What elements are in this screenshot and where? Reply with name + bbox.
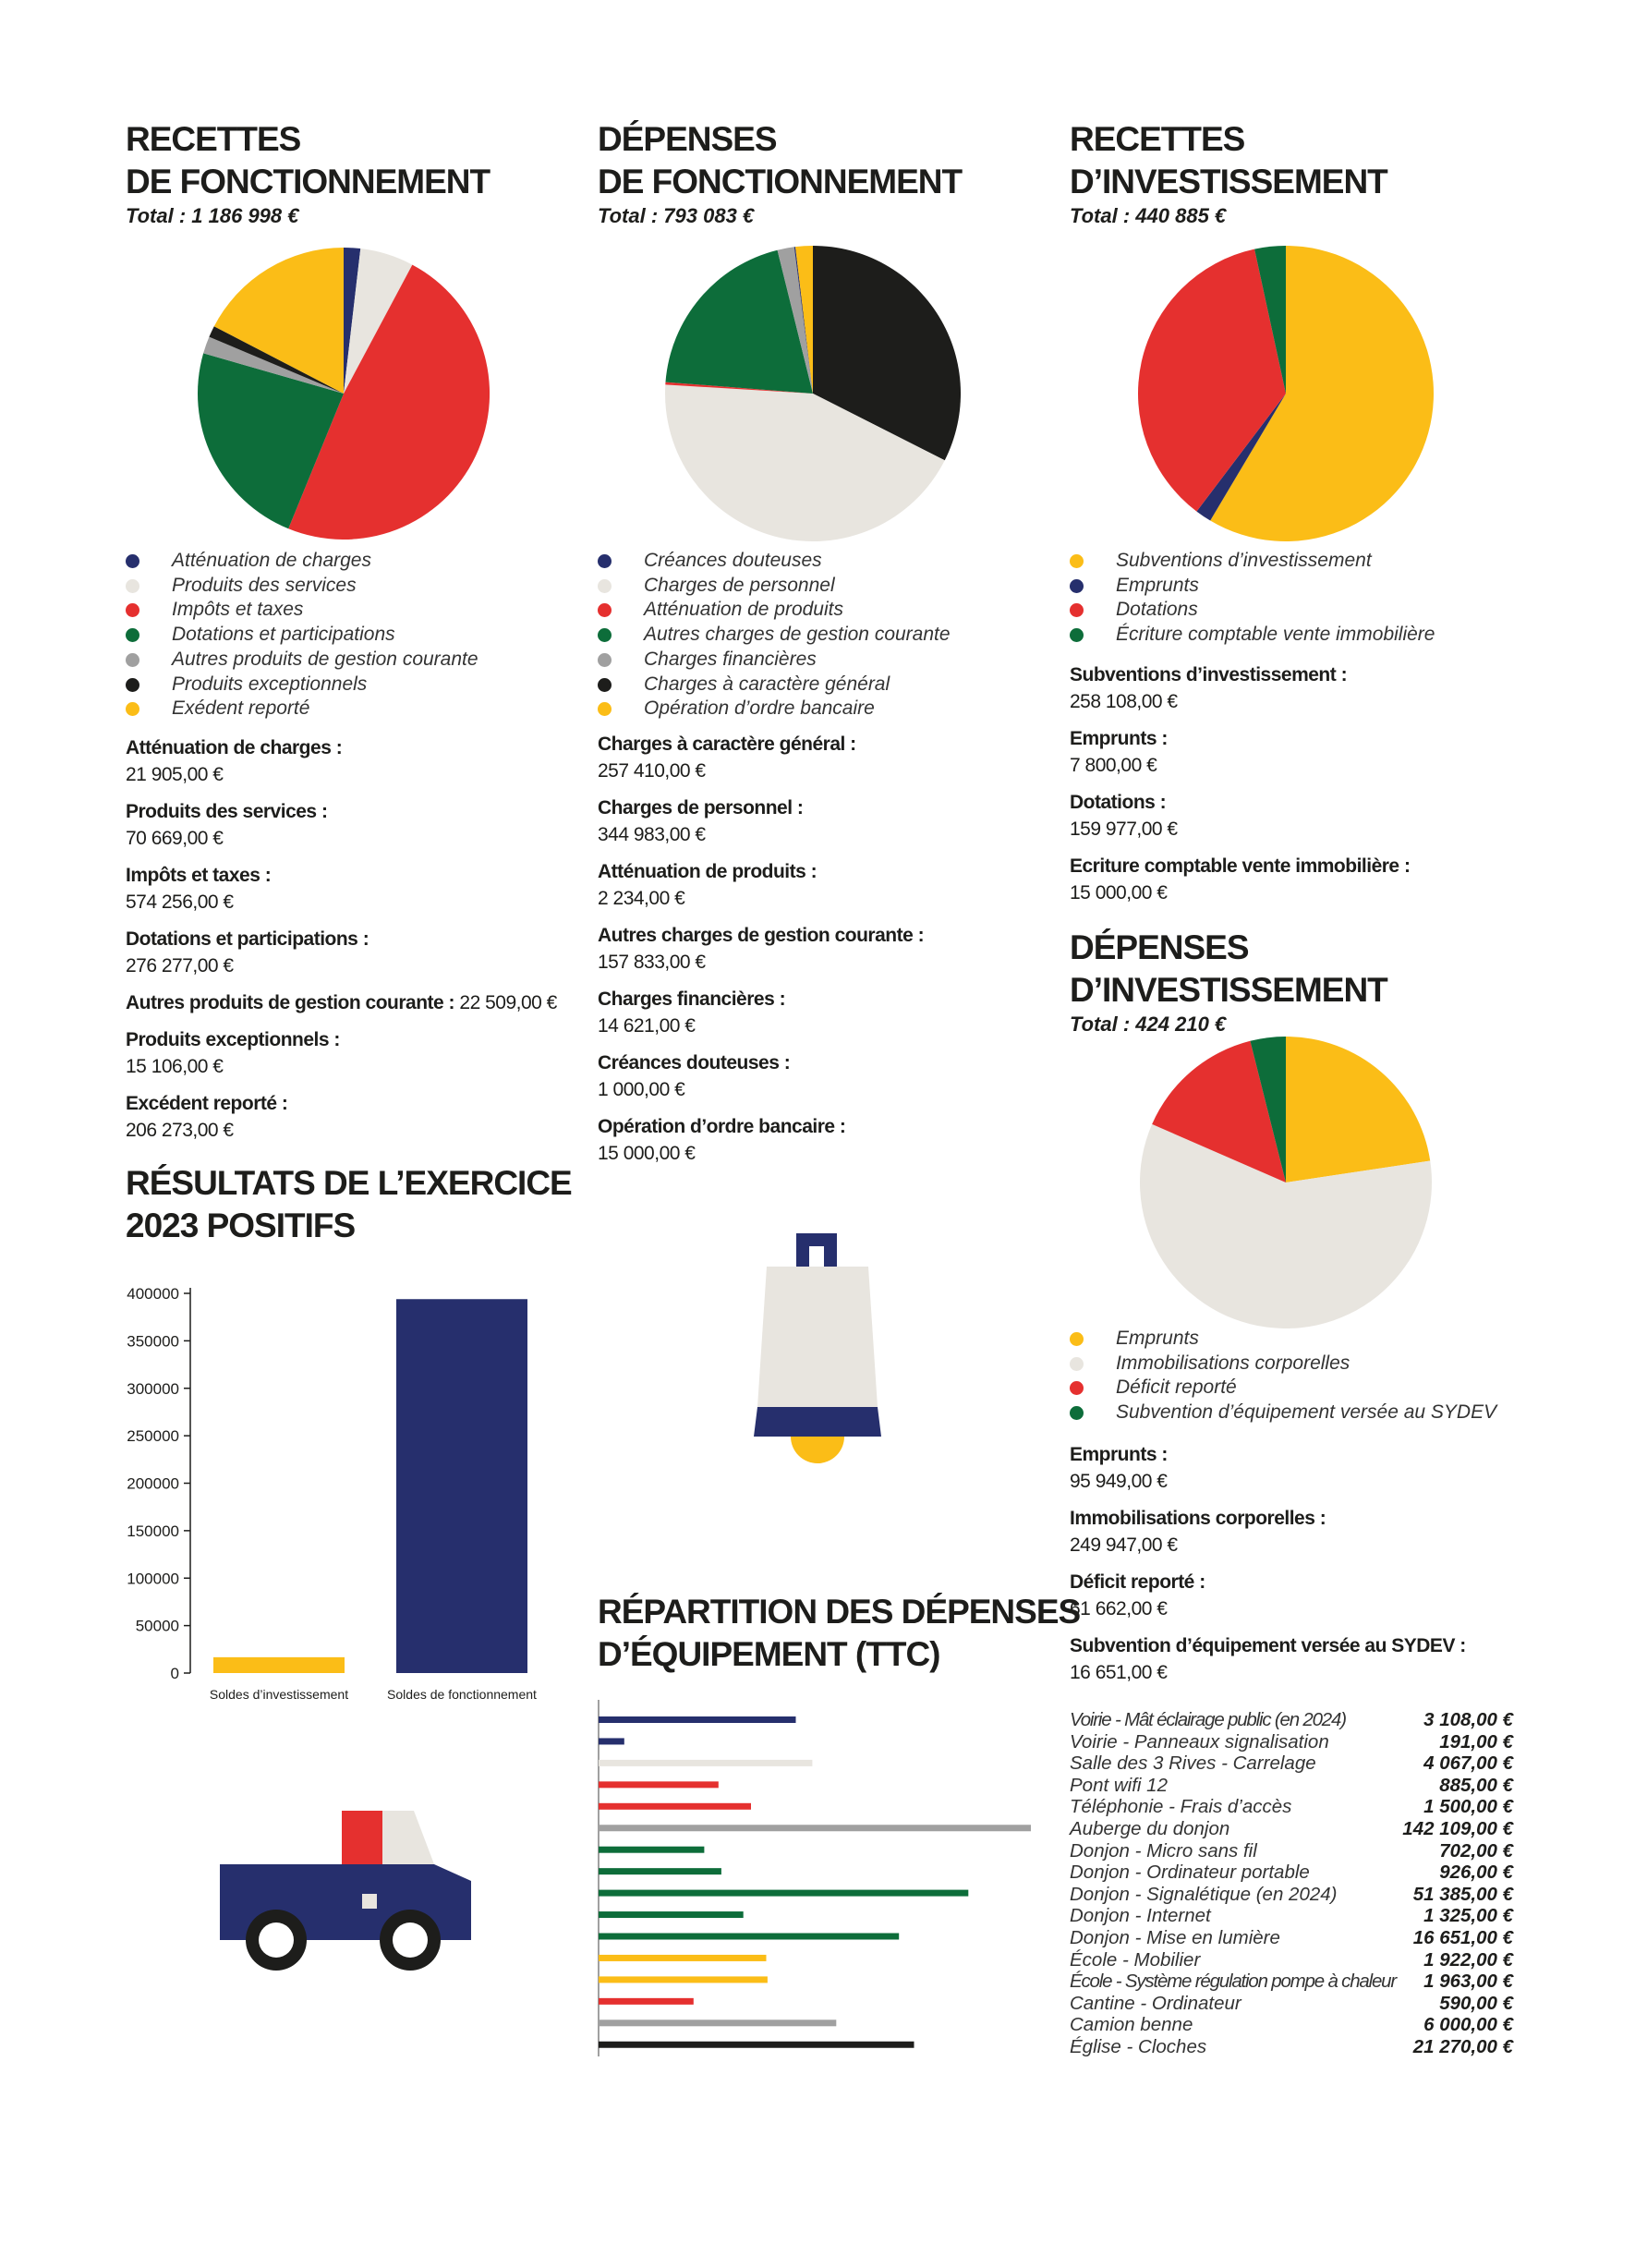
table-row <box>1070 1796 1513 1818</box>
table-row <box>1070 1971 1513 1993</box>
legend-dot-icon <box>126 579 139 593</box>
bell-rim <box>754 1407 881 1437</box>
table-row <box>1070 1862 1513 1884</box>
legend-dot-icon <box>126 678 139 692</box>
legend-label: Opération d’ordre bancaire <box>644 697 875 720</box>
legend-item <box>1070 598 1435 623</box>
legend-dot-icon <box>1070 1332 1084 1346</box>
legend-dot-icon <box>126 603 139 617</box>
item-amount: 926,00 € <box>1439 1862 1513 1884</box>
table-row <box>1070 1884 1513 1906</box>
table-row <box>1070 2014 1513 2036</box>
item-label: Église - Cloches <box>1070 2035 1207 2057</box>
legend-dot-icon <box>1070 628 1084 642</box>
section-title <box>1070 118 1387 203</box>
item-amount: 16 651,00 € <box>1412 1926 1513 1948</box>
legend-label: Subvention d’équipement versée au SYDEV <box>1116 1401 1497 1424</box>
legend-label: Exédent reporté <box>172 697 310 720</box>
legend-label: Immobilisations corporelles <box>1116 1352 1350 1374</box>
bar <box>213 1657 345 1673</box>
value-amount: 15 000,00 € <box>1070 882 1168 904</box>
title-line-1: DÉPENSES <box>1070 928 1249 966</box>
total-label: Total : 440 885 € <box>1070 204 1227 227</box>
bar <box>599 2042 914 2048</box>
item-label: Salle des 3 Rives - Carrelage <box>1070 1753 1316 1775</box>
table-row <box>1070 1753 1513 1775</box>
title-line-2: D’ÉQUIPEMENT (TTC) <box>598 1635 940 1673</box>
table-row <box>1070 1818 1513 1840</box>
item-label: Donjon - Internet <box>1070 1905 1211 1927</box>
legend-item <box>1070 1376 1496 1401</box>
value-amount: 1 000,00 € <box>598 1079 685 1100</box>
legend-item <box>1070 1352 1496 1377</box>
legend-label: Autres charges de gestion courante <box>644 624 951 646</box>
value-label: Atténuation de charges : <box>126 737 343 758</box>
legend-label: Atténuation de charges <box>172 550 371 571</box>
item-amount: 142 109,00 € <box>1402 1817 1513 1839</box>
value-label: Charges de personnel : <box>598 797 804 819</box>
table-row <box>1070 1709 1513 1731</box>
item-label: Donjon - Ordinateur portable <box>1070 1862 1310 1884</box>
repartition-section <box>598 1591 1080 1676</box>
title-line-1: RECETTES <box>126 120 301 158</box>
y-tick-label: 250000 <box>127 1427 179 1446</box>
legend-label: Produits exceptionnels <box>172 673 368 695</box>
legend-item <box>598 697 951 722</box>
legend-item <box>598 648 951 673</box>
truck-wheel-front-hub <box>259 1922 294 1958</box>
bar <box>599 1738 624 1744</box>
item-label: Cantine - Ordinateur <box>1070 1992 1241 2014</box>
value-item <box>126 989 557 1016</box>
bar <box>599 2019 836 2026</box>
title-line-1: RECETTES <box>1070 120 1245 158</box>
equipment-expenses-table <box>1070 1709 1513 2058</box>
section-title <box>1070 927 1387 1012</box>
item-amount: 1 325,00 € <box>1423 1905 1513 1927</box>
legend-dot-icon <box>598 579 612 593</box>
depenses-investissement-section <box>1070 927 1387 1037</box>
bell-body <box>757 1267 878 1407</box>
legend-item <box>1070 549 1435 574</box>
recettes-investissement-section <box>1070 118 1387 229</box>
value-label: Emprunts : <box>1070 1444 1168 1465</box>
truck-illustration <box>212 1801 480 1977</box>
table-row <box>1070 1840 1513 1862</box>
value-label: Dotations : <box>1070 792 1167 813</box>
title-line-1: RÉSULTATS DE L’EXERCICE <box>126 1164 572 1202</box>
bar <box>599 1825 1031 1831</box>
item-amount: 1 963,00 € <box>1423 1971 1513 1993</box>
legend-label: Charges de personnel <box>644 574 835 596</box>
depenses-fonctionnement-section <box>598 118 962 229</box>
value-label: Subvention d’équipement versée au SYDEV : <box>1070 1635 1466 1656</box>
legend <box>126 549 478 722</box>
legend-dot-icon <box>126 628 139 642</box>
item-amount: 191,00 € <box>1439 1730 1513 1753</box>
value-amount: 2 234,00 € <box>598 888 685 909</box>
legend-label: Produits des services <box>172 574 357 596</box>
item-amount: 590,00 € <box>1439 1992 1513 2014</box>
item-amount: 1 922,00 € <box>1423 1948 1513 1971</box>
values-list <box>1070 1441 1466 1696</box>
item-amount: 4 067,00 € <box>1423 1753 1513 1775</box>
legend <box>1070 549 1435 648</box>
title-line-1: RÉPARTITION DES DÉPENSES <box>598 1593 1081 1631</box>
item-amount: 6 000,00 € <box>1423 2014 1513 2036</box>
item-label: Voirie - Panneaux signalisation <box>1070 1730 1329 1753</box>
x-tick-label: Soldes d’investissement <box>209 1687 349 1702</box>
truck-windshield <box>382 1811 434 1864</box>
legend-dot-icon <box>1070 603 1084 617</box>
legend-item <box>126 623 478 648</box>
legend-item <box>1070 574 1435 599</box>
y-tick-label: 350000 <box>127 1332 179 1351</box>
legend-label: Subventions d’investissement <box>1116 550 1372 571</box>
item-label: Téléphonie - Frais d’accès <box>1070 1796 1292 1818</box>
value-label: Créances douteuses : <box>598 1052 791 1073</box>
table-row <box>1070 1731 1513 1753</box>
legend-item <box>598 574 951 599</box>
table-row <box>1070 2036 1513 2058</box>
value-label: Produits exceptionnels : <box>126 1029 340 1050</box>
legend-dot-icon <box>598 603 612 617</box>
value-amount: 258 108,00 € <box>1070 691 1178 712</box>
bar <box>599 1976 768 1983</box>
value-label: Charges financières : <box>598 988 786 1010</box>
item-label: École - Système régulation pompe à chaleur <box>1070 1971 1396 1993</box>
title-line-2: DE FONCTIONNEMENT <box>126 163 490 200</box>
bar <box>599 1868 721 1874</box>
bar <box>599 1803 751 1810</box>
legend-item <box>598 598 951 623</box>
bar <box>599 1998 694 2005</box>
item-amount: 885,00 € <box>1439 1774 1513 1796</box>
legend-item <box>126 574 478 599</box>
legend-item <box>126 598 478 623</box>
value-label: Autres produits de gestion courante : <box>126 992 455 1013</box>
title-line-2: DE FONCTIONNEMENT <box>598 163 963 200</box>
bar-chart-resultats <box>102 1275 573 1718</box>
legend-dot-icon <box>598 554 612 568</box>
table-row <box>1070 1905 1513 1927</box>
item-amount: 3 108,00 € <box>1423 1709 1513 1730</box>
item-label: Camion benne <box>1070 2014 1193 2036</box>
value-label: Immobilisations corporelles : <box>1070 1508 1326 1529</box>
legend-item <box>598 673 951 697</box>
value-label: Autres charges de gestion courante : <box>598 925 925 946</box>
legend-label: Impôts et taxes <box>172 599 304 621</box>
item-amount: 51 385,00 € <box>1412 1883 1513 1905</box>
values-list <box>598 731 924 1177</box>
item-amount: 21 270,00 € <box>1412 2035 1513 2057</box>
truck-wheel-back-hub <box>393 1922 428 1958</box>
value-amount: 276 277,00 € <box>126 955 234 976</box>
total-label: Total : 1 186 998 € <box>126 204 299 227</box>
legend-item <box>1070 623 1435 648</box>
legend-item <box>598 549 951 574</box>
value-label: Emprunts : <box>1070 728 1168 749</box>
item-label: Pont wifi 12 <box>1070 1774 1168 1796</box>
values-list <box>1070 661 1410 916</box>
value-amount: 22 509,00 € <box>459 992 557 1013</box>
legend-label: Dotations et participations <box>172 624 395 646</box>
legend-item <box>126 549 478 574</box>
bell-clapper <box>791 1437 844 1463</box>
y-tick-label: 0 <box>170 1665 179 1682</box>
value-amount: 16 651,00 € <box>1070 1662 1168 1683</box>
item-label: Donjon - Micro sans fil <box>1070 1839 1257 1862</box>
truck-handle <box>362 1894 377 1909</box>
item-label: Voirie - Mât éclairage public (en 2024) <box>1070 1709 1346 1730</box>
total-label: Total : 793 083 € <box>598 204 755 227</box>
horizontal-bar-chart-repartition <box>591 1698 1053 2068</box>
item-label: Auberge du donjon <box>1070 1817 1230 1839</box>
resultats-section <box>126 1162 572 1247</box>
bar <box>599 1847 704 1853</box>
value-label: Ecriture comptable vente immobilière : <box>1070 855 1411 877</box>
title-line-1: DÉPENSES <box>598 120 777 158</box>
section-title <box>598 1591 1080 1676</box>
pie-chart-depenses-investissement <box>1138 1035 1434 1330</box>
legend-dot-icon <box>1070 1381 1084 1395</box>
table-row <box>1070 1949 1513 1971</box>
pie-chart-recettes-investissement <box>1138 246 1434 541</box>
value-amount: 21 905,00 € <box>126 764 224 785</box>
legend <box>598 549 951 722</box>
y-tick-label: 50000 <box>135 1617 179 1635</box>
value-amount: 249 947,00 € <box>1070 1534 1178 1556</box>
value-amount: 159 977,00 € <box>1070 819 1178 840</box>
legend-dot-icon <box>1070 554 1084 568</box>
y-tick-label: 400000 <box>127 1285 179 1303</box>
legend-label: Atténuation de produits <box>644 599 843 621</box>
bar <box>599 1760 812 1766</box>
pie-chart-depenses-fonctionnement <box>665 246 961 541</box>
title-line-2: D’INVESTISSEMENT <box>1070 163 1387 200</box>
value-amount: 574 256,00 € <box>126 891 234 913</box>
value-label: Déficit reporté : <box>1070 1571 1205 1593</box>
legend-label: Charges à caractère général <box>644 673 890 695</box>
section-title <box>126 118 490 203</box>
legend-dot-icon <box>1070 579 1084 593</box>
section-title <box>126 1162 572 1247</box>
value-label: Impôts et taxes : <box>126 865 272 886</box>
legend-item <box>126 697 478 722</box>
item-amount: 1 500,00 € <box>1423 1796 1513 1818</box>
legend-label: Autres produits de gestion courante <box>172 648 478 670</box>
legend-dot-icon <box>598 678 612 692</box>
legend <box>1070 1327 1496 1425</box>
legend-label: Charges financières <box>644 648 817 670</box>
item-label: École - Mobilier <box>1070 1948 1201 1971</box>
pie-slice <box>1286 1037 1430 1183</box>
value-label: Opération d’ordre bancaire : <box>598 1116 846 1137</box>
value-amount: 14 621,00 € <box>598 1015 696 1037</box>
value-amount: 7 800,00 € <box>1070 755 1157 776</box>
legend-label: Emprunts <box>1116 1328 1199 1349</box>
legend-label: Créances douteuses <box>644 550 822 571</box>
bar <box>599 1911 744 1918</box>
legend-dot-icon <box>598 628 612 642</box>
y-tick-label: 150000 <box>127 1522 179 1540</box>
value-label: Dotations et participations : <box>126 928 369 950</box>
legend-label: Déficit reporté <box>1116 1377 1237 1399</box>
legend-label: Dotations <box>1116 599 1198 621</box>
legend-dot-icon <box>126 653 139 667</box>
value-label: Produits des services : <box>126 801 328 822</box>
total-label: Total : 424 210 € <box>1070 1013 1227 1036</box>
value-amount: 206 273,00 € <box>126 1120 234 1141</box>
legend-dot-icon <box>1070 1406 1084 1420</box>
bar <box>599 1934 899 1940</box>
title-line-2: D’INVESTISSEMENT <box>1070 971 1387 1009</box>
recettes-fonctionnement-section <box>126 118 490 229</box>
y-tick-label: 200000 <box>127 1474 179 1493</box>
table-row <box>1070 1993 1513 2015</box>
truck-light-red <box>342 1811 382 1864</box>
value-amount: 344 983,00 € <box>598 824 706 845</box>
legend-item <box>1070 1327 1496 1352</box>
legend-dot-icon <box>126 702 139 716</box>
value-label: Atténuation de produits : <box>598 861 818 882</box>
values-list <box>126 734 557 1154</box>
x-tick-label: Soldes de fonctionnement <box>387 1687 537 1702</box>
value-label: Excédent reporté : <box>126 1093 288 1114</box>
legend-item <box>1070 1401 1496 1425</box>
value-amount: 95 949,00 € <box>1070 1471 1168 1492</box>
value-amount: 15 000,00 € <box>598 1143 696 1164</box>
bar <box>599 1781 719 1788</box>
bar <box>599 1955 767 1961</box>
value-amount: 15 106,00 € <box>126 1056 224 1077</box>
pie-chart-recettes-fonctionnement <box>196 246 491 541</box>
legend-item <box>126 648 478 673</box>
legend-label: Emprunts <box>1116 574 1199 596</box>
bar <box>599 1890 968 1897</box>
bar <box>599 1716 796 1723</box>
y-tick-label: 100000 <box>127 1570 179 1588</box>
value-amount: 70 669,00 € <box>126 828 224 849</box>
y-tick-label: 300000 <box>127 1379 179 1398</box>
table-row <box>1070 1927 1513 1949</box>
value-amount: 61 662,00 € <box>1070 1598 1168 1619</box>
legend-label: Écriture comptable vente immobilière <box>1116 624 1435 646</box>
value-amount: 257 410,00 € <box>598 760 706 782</box>
section-title <box>598 118 962 203</box>
item-label: Donjon - Mise en lumière <box>1070 1926 1280 1948</box>
legend-dot-icon <box>598 653 612 667</box>
legend-dot-icon <box>598 702 612 716</box>
item-label: Donjon - Signalétique (en 2024) <box>1070 1883 1338 1905</box>
bell-illustration <box>739 1233 905 1474</box>
bell-hanger-hole <box>809 1246 824 1267</box>
legend-item <box>126 673 478 697</box>
legend-dot-icon <box>126 554 139 568</box>
value-label: Subventions d’investissement : <box>1070 664 1348 685</box>
title-line-2: 2023 POSITIFS <box>126 1207 356 1244</box>
item-amount: 702,00 € <box>1439 1839 1513 1862</box>
value-label: Charges à caractère général : <box>598 734 856 755</box>
value-amount: 157 833,00 € <box>598 952 706 973</box>
legend-item <box>598 623 951 648</box>
legend-dot-icon <box>1070 1357 1084 1371</box>
bar <box>396 1299 527 1673</box>
table-row <box>1070 1775 1513 1797</box>
